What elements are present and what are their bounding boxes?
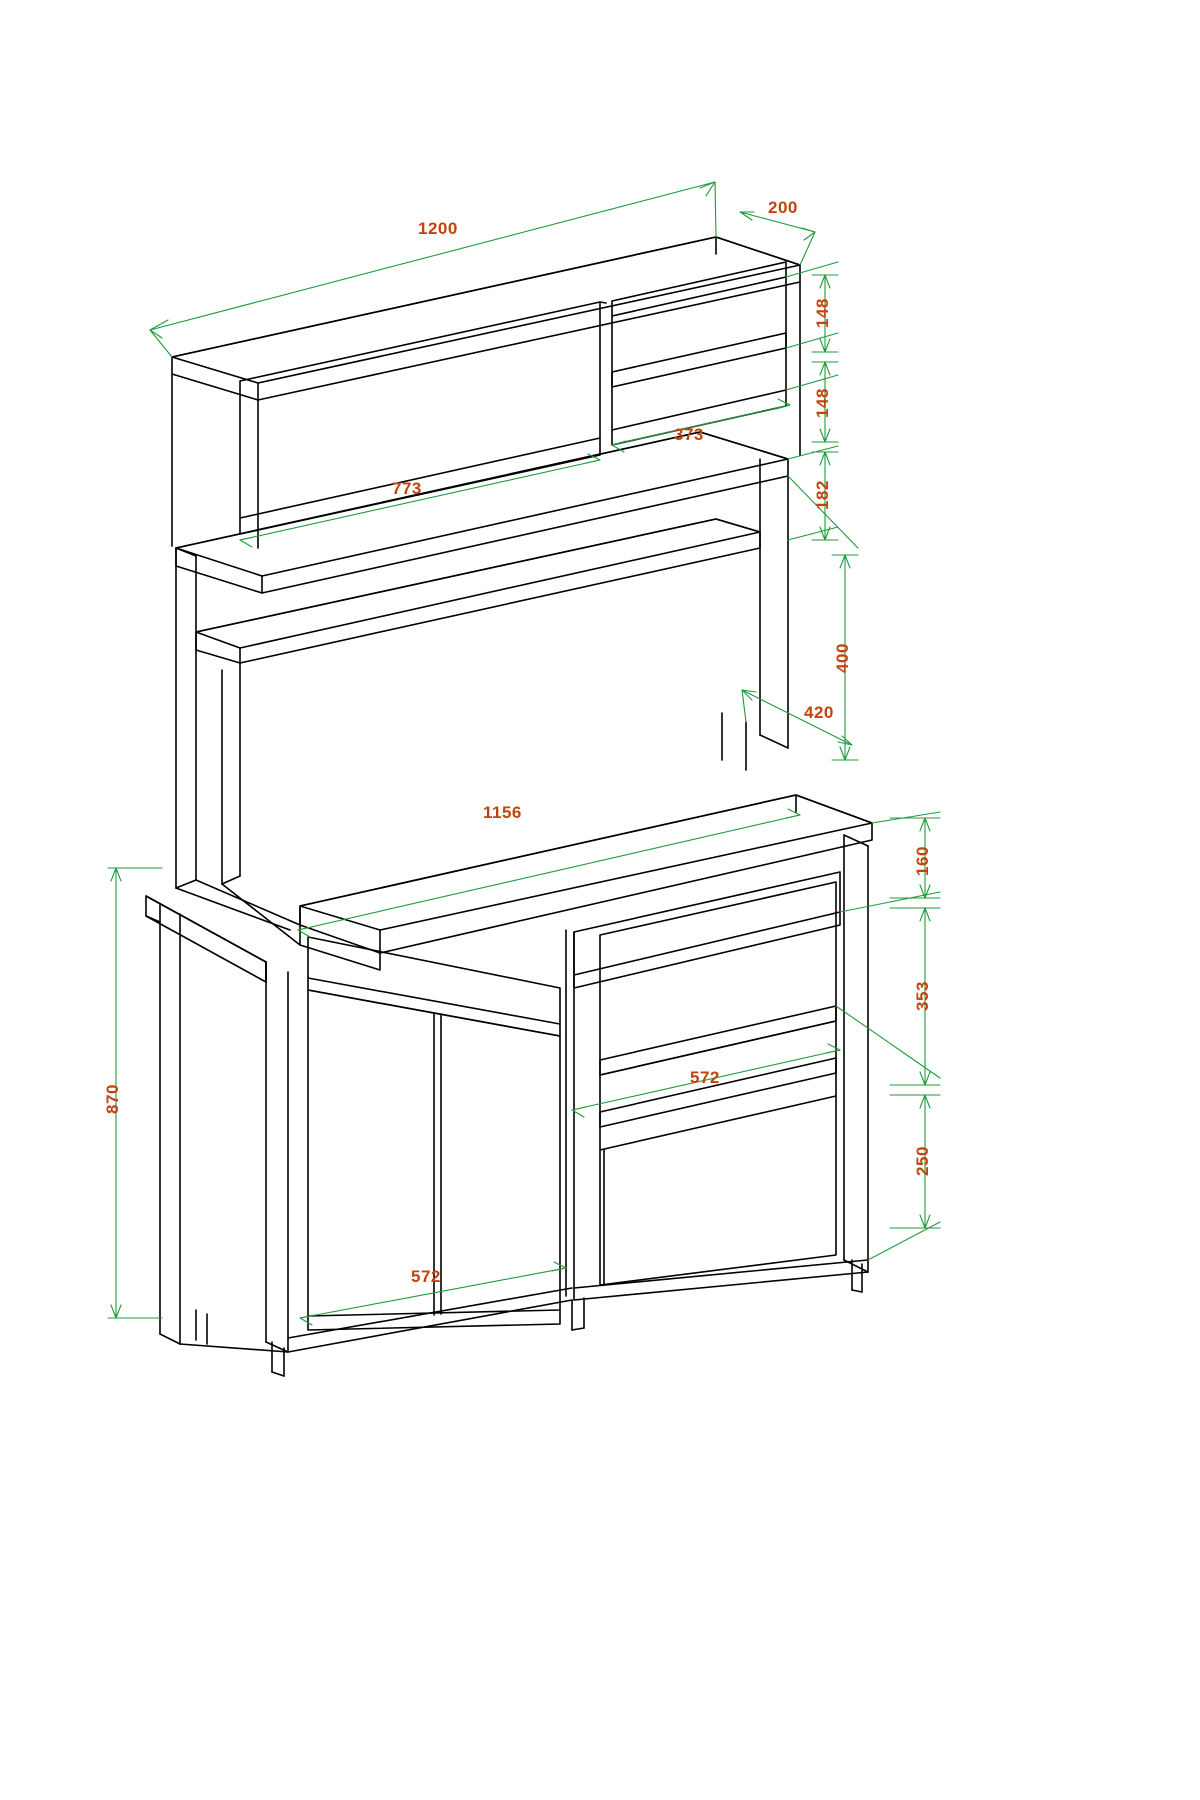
dimension-lines: [108, 182, 940, 1325]
dim-side-shelf-width: 373: [674, 425, 704, 444]
dim-overall-depth: 200: [768, 198, 798, 217]
dim-worktop-width: 1156: [483, 803, 522, 822]
dim-top-shelf-height-2: 148: [812, 388, 832, 418]
dim-back-panel-width: 773: [392, 479, 422, 498]
dim-lower-compartment-height: 250: [912, 1146, 932, 1176]
dim-door-width: 572: [411, 1267, 441, 1286]
dim-shelf-gap-height: 400: [832, 643, 852, 673]
dim-right-shelf-width: 572: [690, 1068, 720, 1087]
dim-cabinet-door-height: 353: [912, 981, 932, 1011]
dim-total-height: 870: [102, 1084, 122, 1114]
dim-top-shelf-height-1: 148: [812, 298, 832, 328]
dim-shelf-depth-420: 420: [804, 703, 834, 722]
dim-overall-width: 1200: [418, 219, 458, 238]
dim-drawer-height: 160: [912, 846, 932, 876]
dim-hutch-opening-height: 182: [812, 480, 832, 510]
